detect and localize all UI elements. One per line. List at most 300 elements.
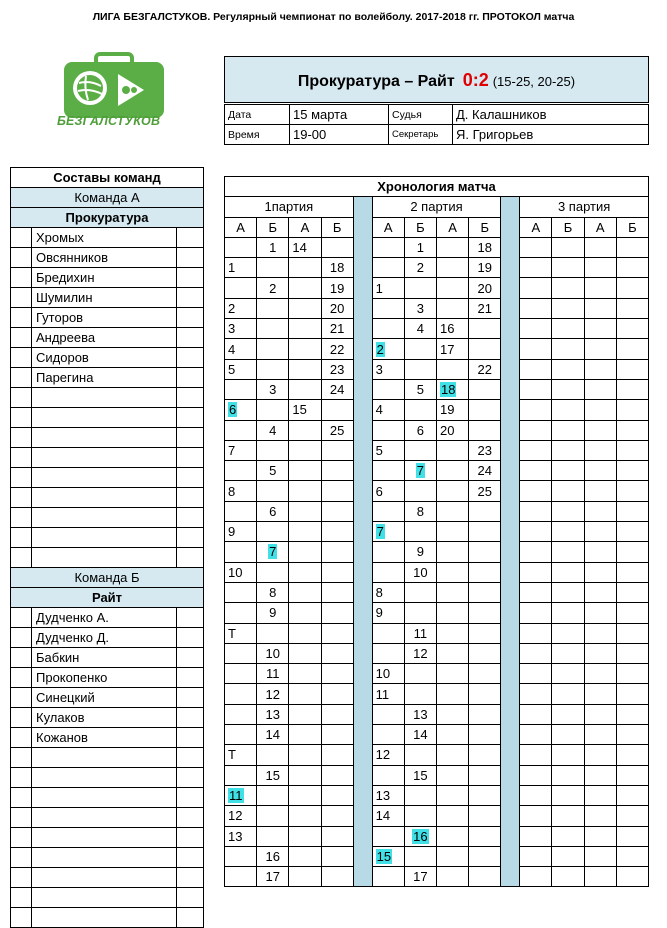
score-cell bbox=[584, 420, 616, 440]
score-cell bbox=[469, 704, 501, 724]
score-cell bbox=[289, 826, 321, 846]
score-value: 13 bbox=[413, 706, 428, 722]
score-cell bbox=[436, 420, 468, 440]
score-cell bbox=[404, 258, 436, 278]
score-value: 22 bbox=[477, 361, 492, 377]
score-cell bbox=[321, 826, 353, 846]
score-cell bbox=[225, 461, 257, 481]
score-cell bbox=[584, 237, 616, 257]
player-name: Дудченко Д. bbox=[32, 628, 177, 648]
score-cell bbox=[257, 298, 289, 318]
score-value: 5 bbox=[269, 463, 277, 479]
score-cell bbox=[616, 867, 648, 887]
roster-number-cell bbox=[11, 348, 32, 368]
score-cell bbox=[520, 400, 552, 420]
score-cell bbox=[321, 806, 353, 826]
score-cell bbox=[616, 826, 648, 846]
score-cell bbox=[404, 420, 436, 440]
score-value: 15 bbox=[376, 848, 392, 864]
player-name: Овсянников bbox=[32, 248, 177, 268]
score-cell bbox=[469, 440, 501, 460]
score-value: 22 bbox=[329, 341, 345, 357]
score-cell bbox=[552, 278, 584, 298]
score-value: 18 bbox=[477, 240, 492, 256]
score-value: 19 bbox=[477, 260, 492, 276]
score-cell bbox=[257, 319, 289, 339]
score-cell bbox=[372, 867, 404, 887]
set-separator bbox=[501, 197, 520, 887]
match-title bbox=[224, 56, 649, 103]
score-value: 23 bbox=[329, 361, 345, 377]
score-cell bbox=[372, 542, 404, 562]
roster-number-cell bbox=[11, 228, 32, 248]
score-value: 21 bbox=[329, 321, 345, 337]
score-cell bbox=[520, 826, 552, 846]
score-cell bbox=[372, 522, 404, 542]
set-3-header: 3 партия bbox=[520, 197, 649, 217]
score-cell bbox=[616, 461, 648, 481]
player-name: Дудченко А. bbox=[32, 608, 177, 628]
rosters-table bbox=[10, 167, 204, 928]
score-cell bbox=[552, 522, 584, 542]
score-cell bbox=[584, 379, 616, 399]
score-cell bbox=[436, 278, 468, 298]
score-value: 6 bbox=[416, 422, 424, 438]
score-cell bbox=[372, 440, 404, 460]
score-cell bbox=[584, 278, 616, 298]
score-cell bbox=[404, 562, 436, 582]
score-value: 11 bbox=[375, 686, 390, 702]
score-cell bbox=[225, 379, 257, 399]
score-cell bbox=[520, 765, 552, 785]
score-cell bbox=[469, 542, 501, 562]
roster-extra-cell bbox=[177, 308, 204, 328]
score-cell bbox=[520, 582, 552, 602]
match-score: 0:2 bbox=[462, 70, 489, 90]
score-cell bbox=[289, 501, 321, 521]
score-cell bbox=[469, 684, 501, 704]
score-cell bbox=[616, 319, 648, 339]
roster-number-cell bbox=[11, 408, 32, 428]
player-name bbox=[32, 808, 177, 828]
player-name bbox=[32, 448, 177, 468]
score-cell bbox=[520, 359, 552, 379]
score-cell bbox=[616, 745, 648, 765]
protocol-header: ЛИГА БЕЗГАЛСТУКОВ. Регулярный чемпионат по волейболу. 2017-2018 гг. ПРОТОКОЛ матча bbox=[92, 11, 575, 23]
score-cell bbox=[584, 664, 616, 684]
score-value: 14 bbox=[413, 727, 428, 743]
score-cell bbox=[225, 582, 257, 602]
score-cell bbox=[616, 339, 648, 359]
score-cell bbox=[616, 542, 648, 562]
roster-extra-cell bbox=[177, 448, 204, 468]
score-cell bbox=[616, 704, 648, 724]
score-cell bbox=[404, 745, 436, 765]
score-cell bbox=[257, 339, 289, 359]
score-cell bbox=[321, 319, 353, 339]
score-cell bbox=[469, 725, 501, 745]
score-cell bbox=[436, 298, 468, 318]
score-cell bbox=[436, 643, 468, 663]
roster-number-cell bbox=[11, 728, 32, 748]
roster-number-cell bbox=[11, 668, 32, 688]
score-cell bbox=[616, 664, 648, 684]
score-cell bbox=[321, 258, 353, 278]
score-value: 8 bbox=[228, 483, 236, 499]
time-value: 19-00 bbox=[290, 125, 389, 145]
score-cell bbox=[321, 339, 353, 359]
score-cell bbox=[321, 542, 353, 562]
score-cell bbox=[257, 258, 289, 278]
score-cell bbox=[520, 846, 552, 866]
score-value: 18 bbox=[329, 260, 345, 276]
score-cell bbox=[436, 379, 468, 399]
score-cell bbox=[321, 623, 353, 643]
score-cell bbox=[321, 481, 353, 501]
score-cell bbox=[321, 420, 353, 440]
score-cell bbox=[616, 643, 648, 663]
score-cell bbox=[225, 765, 257, 785]
score-value: 6 bbox=[269, 503, 277, 519]
score-cell bbox=[552, 623, 584, 643]
score-cell bbox=[616, 298, 648, 318]
score-cell bbox=[469, 867, 501, 887]
score-cell bbox=[289, 745, 321, 765]
score-value: 7 bbox=[269, 544, 277, 560]
score-cell bbox=[520, 643, 552, 663]
roster-extra-cell bbox=[177, 728, 204, 748]
score-cell bbox=[321, 684, 353, 704]
score-cell bbox=[225, 420, 257, 440]
column-header: Б bbox=[469, 217, 501, 237]
score-cell bbox=[289, 846, 321, 866]
chronology-title: Хронология матча bbox=[225, 177, 649, 197]
score-cell bbox=[584, 359, 616, 379]
score-cell bbox=[584, 319, 616, 339]
roster-number-cell bbox=[11, 648, 32, 668]
score-cell bbox=[404, 664, 436, 684]
score-cell bbox=[404, 339, 436, 359]
score-cell bbox=[552, 846, 584, 866]
score-cell bbox=[616, 379, 648, 399]
score-cell bbox=[469, 501, 501, 521]
player-name: Сидоров bbox=[32, 348, 177, 368]
score-cell bbox=[469, 643, 501, 663]
score-cell bbox=[257, 542, 289, 562]
score-cell bbox=[520, 522, 552, 542]
score-cell bbox=[289, 298, 321, 318]
score-cell bbox=[257, 237, 289, 257]
score-cell bbox=[584, 745, 616, 765]
score-cell bbox=[225, 643, 257, 663]
score-cell bbox=[225, 501, 257, 521]
score-cell bbox=[404, 237, 436, 257]
score-value: 24 bbox=[329, 382, 345, 398]
score-cell bbox=[616, 359, 648, 379]
player-name bbox=[32, 748, 177, 768]
score-cell bbox=[552, 319, 584, 339]
score-cell bbox=[225, 664, 257, 684]
score-cell bbox=[225, 684, 257, 704]
score-cell bbox=[321, 237, 353, 257]
score-cell bbox=[616, 237, 648, 257]
score-cell bbox=[552, 765, 584, 785]
score-cell bbox=[225, 704, 257, 724]
score-cell bbox=[321, 664, 353, 684]
score-value: 1 bbox=[228, 260, 236, 276]
score-cell bbox=[289, 237, 321, 257]
score-cell bbox=[321, 785, 353, 805]
score-value: 2 bbox=[376, 341, 384, 357]
score-cell bbox=[436, 582, 468, 602]
score-cell bbox=[469, 522, 501, 542]
player-name bbox=[32, 468, 177, 488]
score-cell bbox=[289, 704, 321, 724]
score-value: 19 bbox=[439, 402, 455, 418]
score-cell bbox=[289, 643, 321, 663]
logo-text: БЕЗГАЛСТУКОВ bbox=[57, 114, 161, 128]
score-cell bbox=[584, 725, 616, 745]
score-cell bbox=[372, 278, 404, 298]
score-cell bbox=[436, 745, 468, 765]
score-value: 13 bbox=[265, 706, 281, 722]
roster-extra-cell bbox=[177, 628, 204, 648]
score-cell bbox=[469, 461, 501, 481]
score-cell bbox=[616, 785, 648, 805]
score-cell bbox=[225, 258, 257, 278]
score-cell bbox=[520, 420, 552, 440]
roster-number-cell bbox=[11, 848, 32, 868]
score-cell bbox=[520, 298, 552, 318]
column-header: А bbox=[436, 217, 468, 237]
score-cell bbox=[436, 522, 468, 542]
score-cell bbox=[584, 867, 616, 887]
score-cell bbox=[552, 481, 584, 501]
score-value: 4 bbox=[375, 402, 383, 418]
score-cell bbox=[289, 664, 321, 684]
roster-number-cell bbox=[11, 328, 32, 348]
score-cell bbox=[552, 339, 584, 359]
score-cell bbox=[436, 603, 468, 623]
roster-extra-cell bbox=[177, 808, 204, 828]
score-cell bbox=[225, 440, 257, 460]
score-cell bbox=[257, 846, 289, 866]
roster-extra-cell bbox=[177, 508, 204, 528]
score-cell bbox=[289, 379, 321, 399]
roster-number-cell bbox=[11, 908, 32, 928]
score-cell bbox=[520, 684, 552, 704]
score-value: 9 bbox=[269, 605, 277, 621]
score-cell bbox=[436, 339, 468, 359]
score-value: 8 bbox=[375, 585, 383, 601]
score-cell bbox=[225, 846, 257, 866]
score-cell bbox=[225, 867, 257, 887]
score-cell bbox=[372, 704, 404, 724]
score-value: 12 bbox=[228, 808, 243, 824]
score-cell bbox=[372, 339, 404, 359]
score-cell bbox=[436, 664, 468, 684]
referee-value: Д. Калашников bbox=[453, 105, 649, 125]
score-value: 11 bbox=[413, 625, 428, 641]
score-value: Т bbox=[228, 625, 236, 641]
score-value: 14 bbox=[375, 808, 391, 824]
score-value: 20 bbox=[477, 280, 492, 296]
score-cell bbox=[257, 643, 289, 663]
score-cell bbox=[552, 379, 584, 399]
score-value: 19 bbox=[329, 280, 345, 296]
score-value: 9 bbox=[228, 524, 236, 540]
team-a-label: Команда А bbox=[11, 188, 204, 208]
roster-extra-cell bbox=[177, 668, 204, 688]
match-info-table bbox=[224, 104, 649, 145]
score-cell bbox=[436, 623, 468, 643]
score-value: 12 bbox=[265, 686, 281, 702]
score-cell bbox=[257, 522, 289, 542]
player-name: Бабкин bbox=[32, 648, 177, 668]
score-cell bbox=[469, 745, 501, 765]
score-value: 11 bbox=[266, 666, 280, 682]
score-cell bbox=[552, 785, 584, 805]
score-cell bbox=[404, 826, 436, 846]
score-cell bbox=[321, 765, 353, 785]
roster-number-cell bbox=[11, 468, 32, 488]
roster-extra-cell bbox=[177, 228, 204, 248]
score-cell bbox=[289, 785, 321, 805]
score-cell bbox=[321, 440, 353, 460]
roster-number-cell bbox=[11, 608, 32, 628]
score-cell bbox=[289, 339, 321, 359]
score-cell bbox=[225, 278, 257, 298]
column-header: Б bbox=[616, 217, 648, 237]
score-value: 15 bbox=[292, 402, 307, 418]
roster-number-cell bbox=[11, 508, 32, 528]
score-cell bbox=[584, 826, 616, 846]
score-cell bbox=[289, 806, 321, 826]
score-cell bbox=[436, 319, 468, 339]
score-cell bbox=[404, 359, 436, 379]
roster-extra-cell bbox=[177, 708, 204, 728]
score-cell bbox=[372, 461, 404, 481]
score-cell bbox=[404, 867, 436, 887]
roster-extra-cell bbox=[177, 348, 204, 368]
score-cell bbox=[225, 359, 257, 379]
score-cell bbox=[616, 440, 648, 460]
score-cell bbox=[584, 461, 616, 481]
score-value: 3 bbox=[416, 300, 424, 316]
roster-number-cell bbox=[11, 748, 32, 768]
score-cell bbox=[372, 379, 404, 399]
score-cell bbox=[552, 806, 584, 826]
score-cell bbox=[289, 603, 321, 623]
score-value: 3 bbox=[375, 361, 383, 377]
player-name bbox=[32, 528, 177, 548]
roster-number-cell bbox=[11, 288, 32, 308]
score-cell bbox=[404, 461, 436, 481]
score-cell bbox=[469, 846, 501, 866]
score-cell bbox=[469, 826, 501, 846]
score-cell bbox=[436, 481, 468, 501]
score-cell bbox=[404, 501, 436, 521]
score-value: 5 bbox=[228, 361, 236, 377]
roster-extra-cell bbox=[177, 488, 204, 508]
score-cell bbox=[225, 298, 257, 318]
score-cell bbox=[436, 501, 468, 521]
score-cell bbox=[404, 846, 436, 866]
roster-extra-cell bbox=[177, 608, 204, 628]
score-cell bbox=[616, 846, 648, 866]
player-name bbox=[32, 868, 177, 888]
score-cell bbox=[469, 359, 501, 379]
score-value: 20 bbox=[329, 300, 345, 316]
score-cell bbox=[321, 298, 353, 318]
score-cell bbox=[289, 278, 321, 298]
column-header: Б bbox=[321, 217, 353, 237]
match-set-scores: (15-25, 20-25) bbox=[492, 74, 576, 89]
score-cell bbox=[225, 237, 257, 257]
player-name bbox=[32, 888, 177, 908]
date-value: 15 марта bbox=[290, 105, 389, 125]
score-cell bbox=[289, 765, 321, 785]
roster-number-cell bbox=[11, 548, 32, 568]
roster-extra-cell bbox=[177, 408, 204, 428]
set-2-header: 2 партия bbox=[372, 197, 501, 217]
column-header: А bbox=[584, 217, 616, 237]
score-value: 6 bbox=[375, 483, 383, 499]
score-cell bbox=[289, 562, 321, 582]
match-teams: Прокуратура – Райт bbox=[297, 73, 455, 90]
score-cell bbox=[469, 237, 501, 257]
score-cell bbox=[225, 339, 257, 359]
roster-extra-cell bbox=[177, 868, 204, 888]
score-cell bbox=[584, 704, 616, 724]
score-cell bbox=[372, 785, 404, 805]
score-cell bbox=[257, 501, 289, 521]
score-cell bbox=[225, 562, 257, 582]
score-cell bbox=[404, 319, 436, 339]
score-cell bbox=[520, 603, 552, 623]
score-cell bbox=[616, 806, 648, 826]
score-cell bbox=[552, 542, 584, 562]
score-value: 3 bbox=[269, 382, 277, 398]
score-cell bbox=[584, 481, 616, 501]
score-cell bbox=[552, 562, 584, 582]
score-cell bbox=[404, 643, 436, 663]
player-name bbox=[32, 428, 177, 448]
score-cell bbox=[321, 379, 353, 399]
score-value: 9 bbox=[416, 544, 424, 560]
player-name: Гуторов bbox=[32, 308, 177, 328]
roster-number-cell bbox=[11, 528, 32, 548]
score-cell bbox=[616, 562, 648, 582]
score-value: 15 bbox=[413, 767, 428, 783]
team-b-name: Райт bbox=[11, 588, 204, 608]
score-cell bbox=[469, 400, 501, 420]
roster-number-cell bbox=[11, 268, 32, 288]
score-cell bbox=[257, 785, 289, 805]
score-cell bbox=[520, 867, 552, 887]
score-cell bbox=[584, 562, 616, 582]
score-cell bbox=[584, 643, 616, 663]
chronology-table bbox=[224, 176, 649, 887]
roster-extra-cell bbox=[177, 908, 204, 928]
player-name bbox=[32, 388, 177, 408]
roster-number-cell bbox=[11, 768, 32, 788]
score-value: 4 bbox=[269, 422, 277, 438]
score-cell bbox=[404, 400, 436, 420]
score-cell bbox=[321, 461, 353, 481]
score-cell bbox=[616, 582, 648, 602]
score-cell bbox=[616, 603, 648, 623]
